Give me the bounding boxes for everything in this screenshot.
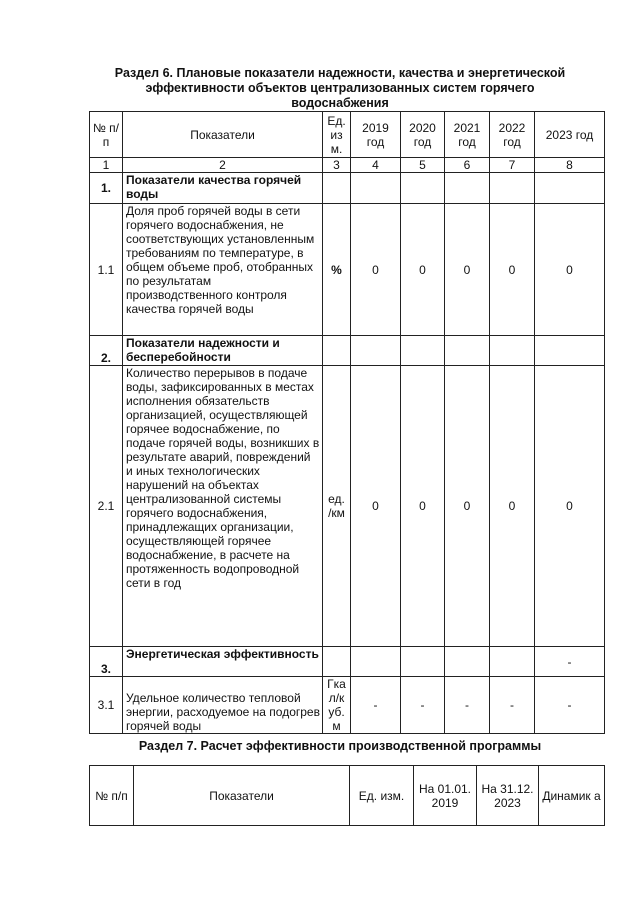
row-indicator: Показатели надежности и бесперебойности: [123, 336, 323, 366]
table-row: [90, 204, 605, 336]
row-value: 0: [535, 366, 605, 647]
header-year-2022: 2022 год: [490, 112, 535, 158]
row-value: 0: [401, 204, 445, 336]
table-row: [90, 677, 605, 734]
row-num: 2.1: [90, 366, 123, 647]
row-unit: Гка л/к уб. м: [323, 677, 351, 734]
table-header-row: [90, 766, 605, 826]
row-value: 0: [490, 366, 535, 647]
row-value: 0: [351, 366, 401, 647]
row-value: [490, 647, 535, 677]
header-unit: Ед. из м.: [323, 112, 351, 158]
row-value: [535, 336, 605, 366]
row-value: -: [401, 677, 445, 734]
header-date-start: На 01.01. 2019: [414, 766, 477, 826]
header-indicator: Показатели: [134, 766, 350, 826]
row-value: 0: [535, 204, 605, 336]
row-value: [401, 336, 445, 366]
row-value: [445, 647, 490, 677]
col-number: 1: [90, 158, 123, 173]
table-row: [90, 366, 605, 647]
row-value: [351, 173, 401, 204]
row-indicator: Доля проб горячей воды в сети горячего водоснабжения, не соответствующих установленным требованиям по температуре, в общем объеме проб, отобранных по результатам производственного контроля качества горячей воды: [123, 204, 323, 336]
row-indicator: Энергетическая эффективность: [123, 647, 323, 677]
row-num: 3.: [90, 647, 123, 677]
row-value: -: [490, 677, 535, 734]
row-value: [490, 336, 535, 366]
header-indicator: Показатели: [123, 112, 323, 158]
col-number: 4: [351, 158, 401, 173]
row-value: [535, 173, 605, 204]
row-value: 0: [445, 204, 490, 336]
row-unit: ед. /км: [323, 366, 351, 647]
section-7-table: [89, 765, 605, 826]
col-number: 2: [123, 158, 323, 173]
section-6-title: Раздел 6. Плановые показатели надежности, качества и энергетической эффективности объектов централизованных систем горячего водоснабжения: [114, 66, 566, 110]
column-numbers-row: [90, 158, 605, 173]
section-6-table: [89, 111, 605, 734]
row-value: -: [445, 677, 490, 734]
row-unit: [323, 336, 351, 366]
table-header-row: [90, 112, 605, 158]
header-dynamics: Динамик а: [539, 766, 605, 826]
row-indicator: Показатели качества горячей воды: [123, 173, 323, 204]
row-value: [445, 336, 490, 366]
row-value: [401, 173, 445, 204]
row-value: 0: [401, 366, 445, 647]
row-value: [401, 647, 445, 677]
col-number: 3: [323, 158, 351, 173]
row-unit: [323, 173, 351, 204]
row-value: [351, 647, 401, 677]
row-indicator: Удельное количество тепловой энергии, расходуемое на подогрев горячей воды: [123, 677, 323, 734]
header-num: № п/п: [90, 766, 134, 826]
row-value: -: [351, 677, 401, 734]
header-year-2023: 2023 год: [535, 112, 605, 158]
row-unit: %: [323, 204, 351, 336]
row-value: [445, 173, 490, 204]
row-indicator: Количество перерывов в подаче воды, зафиксированных в местах исполнения обязательств организацией, осуществляющей горячее водоснабжение, по подаче горячей воды, возникших в результате аварий, повреждений и иных технологических нарушений на объектах централизованной системы горячего водоснабжения, принадлежащих организации, осуществляющей горячее водоснабжение, в расчете на протяженность водопроводной сети в год: [123, 366, 323, 647]
table-row: [90, 336, 605, 366]
col-number: 5: [401, 158, 445, 173]
row-value: [490, 173, 535, 204]
row-num: 1.: [90, 173, 123, 204]
col-number: 6: [445, 158, 490, 173]
header-num: № п/п: [90, 112, 123, 158]
row-value: 0: [490, 204, 535, 336]
table-row: [90, 647, 605, 677]
row-num: 1.1: [90, 204, 123, 336]
row-value: [351, 336, 401, 366]
row-value: 0: [445, 366, 490, 647]
header-year-2021: 2021 год: [445, 112, 490, 158]
header-unit: Ед. изм.: [350, 766, 414, 826]
col-number: 8: [535, 158, 605, 173]
row-unit: [323, 647, 351, 677]
row-num: 2.: [90, 336, 123, 366]
row-value: -: [535, 647, 605, 677]
row-num: 3.1: [90, 677, 123, 734]
row-value: -: [535, 677, 605, 734]
section-7-title: Раздел 7. Расчет эффективности производственной программы: [138, 739, 542, 753]
header-year-2019: 2019 год: [351, 112, 401, 158]
table-row: [90, 173, 605, 204]
col-number: 7: [490, 158, 535, 173]
row-value: 0: [351, 204, 401, 336]
header-date-end: На 31.12. 2023: [477, 766, 539, 826]
header-year-2020: 2020 год: [401, 112, 445, 158]
